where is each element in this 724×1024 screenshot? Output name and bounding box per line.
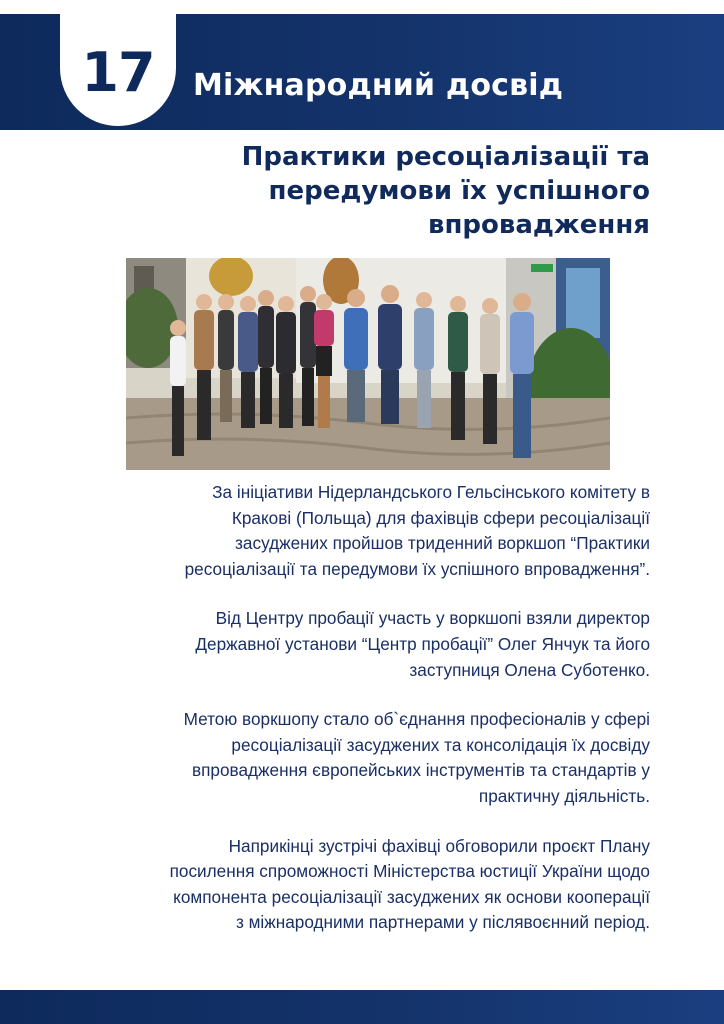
text-line: Наприкінці зустрічі фахівці обговорили проєкт Плану <box>228 835 650 856</box>
text-line: заступниця Олена Суботенко. <box>409 659 650 680</box>
text-line: ресоціалізації та передумови їх успішного впровадження”. <box>184 558 650 579</box>
paragraph <box>70 480 650 582</box>
text-line: За ініціативи Нідерландського Гельсінського комітету в <box>212 482 650 502</box>
text-line: засуджених пройшов триденний воркшоп “Практики <box>235 533 650 554</box>
article-title <box>130 140 650 242</box>
article-title-line: впровадження <box>427 210 650 240</box>
text-line: Від Центру пробації участь у воркшопі взяли директор <box>215 608 650 629</box>
page-number-badge <box>60 14 176 126</box>
text-line: посилення спроможності Міністерства юстиції України щодо <box>169 861 650 882</box>
group-photo-illustration <box>126 258 610 470</box>
text-line: ресоціалізації засуджених та консолідація їх досвіду <box>231 734 650 755</box>
paragraph <box>70 707 650 809</box>
paragraph <box>70 834 650 936</box>
header-banner <box>0 14 724 130</box>
text-line: впровадження європейських інструментів та стандартів у <box>191 760 650 781</box>
article-title-line: передумови їх успішного <box>268 176 650 206</box>
footer-banner <box>0 990 724 1024</box>
text-line: практичну діяльність. <box>478 785 650 806</box>
article-title-line: Практики ресоціалізації та <box>241 142 650 172</box>
article-body <box>70 480 650 960</box>
text-line: Державної установи “Центр пробації” Олег Янчук та його <box>195 633 650 654</box>
section-title: Міжнародний досвід <box>193 68 564 103</box>
group-photo <box>126 258 610 470</box>
text-line: Метою воркшопу стало об`єднання професіоналів у сфері <box>183 709 650 730</box>
text-line: компонента ресоціалізації засуджених як основи кооперації <box>173 886 650 907</box>
page-number: 17 <box>81 40 155 104</box>
text-line: з міжнародними партнерами у післявоєнний період. <box>235 912 650 933</box>
paragraph <box>70 606 650 683</box>
text-line: Кракові (Польща) для фахівців сфери ресоціалізації <box>231 507 650 528</box>
